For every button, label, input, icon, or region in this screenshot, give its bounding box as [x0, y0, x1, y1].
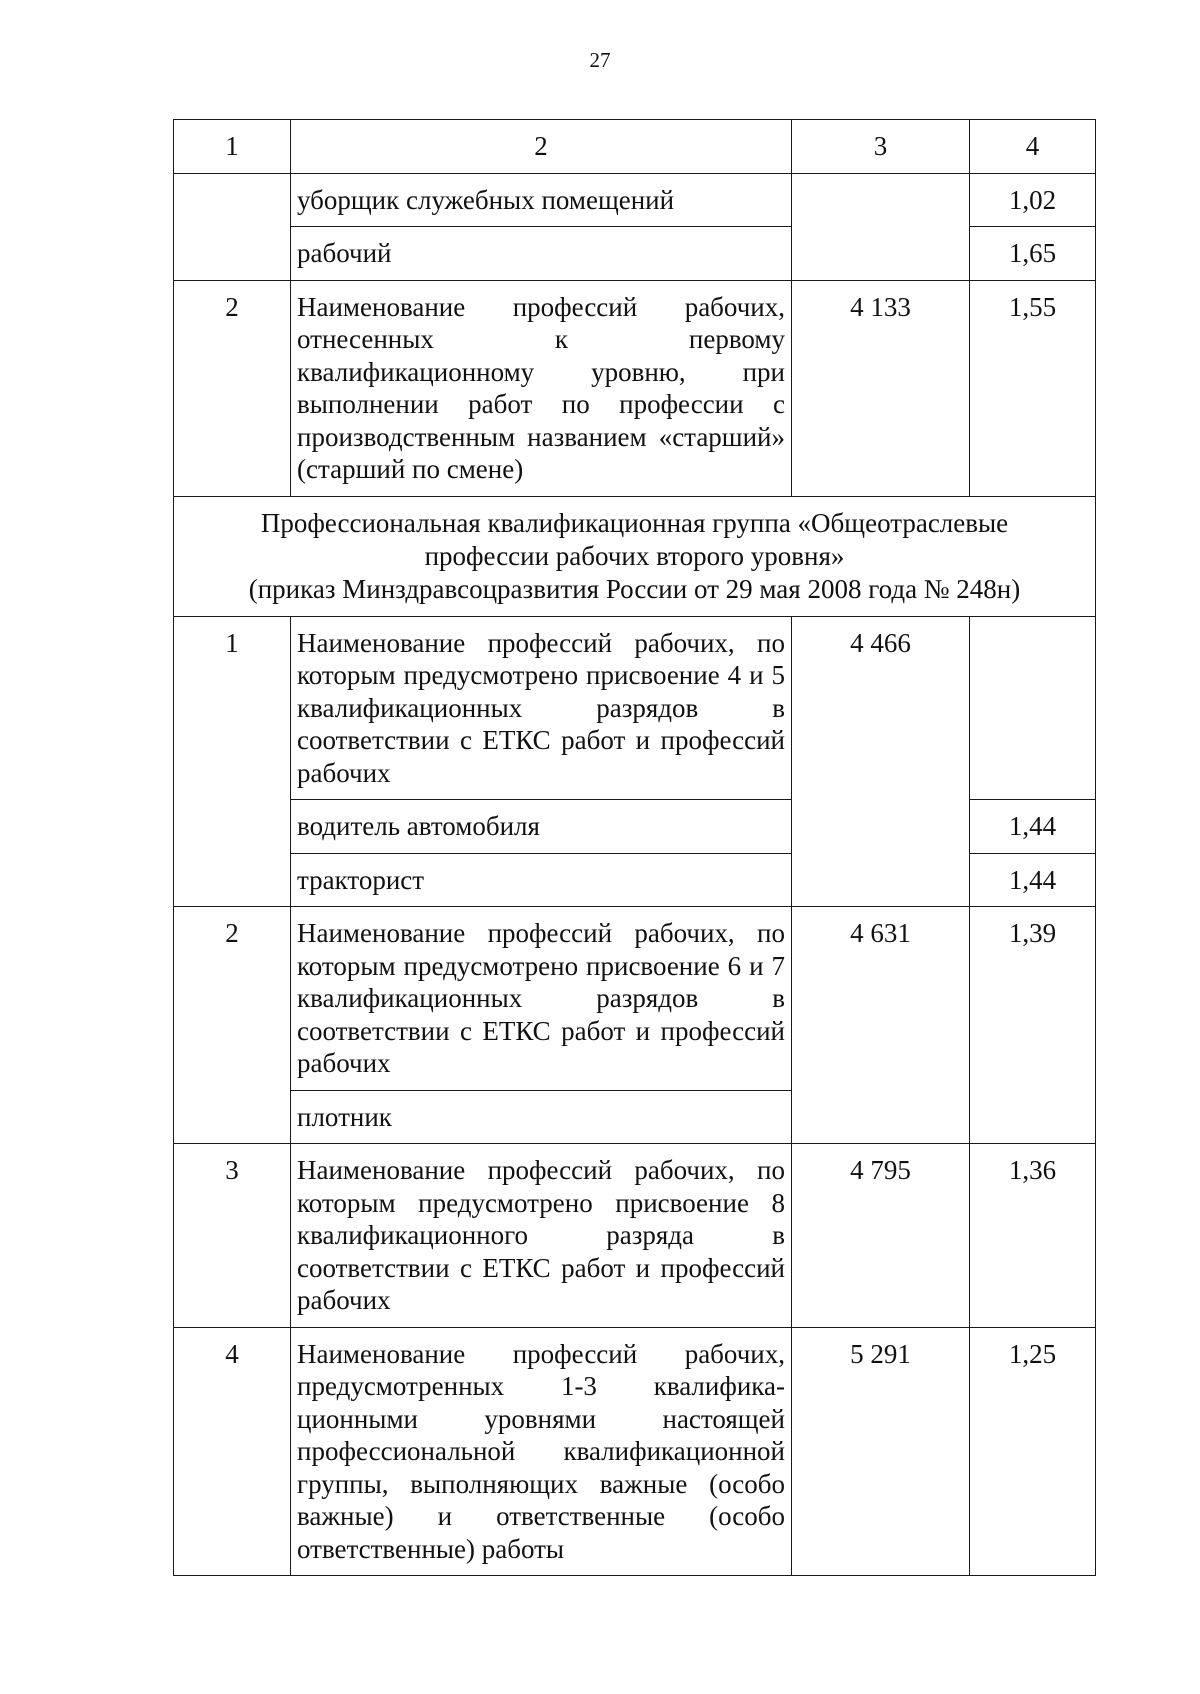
group-title-line-2: профессии рабочих второго уровня» [424, 540, 845, 571]
column-header-2: 2 [291, 120, 792, 174]
profession-name: Наименование профессий рабочих, предусмотренных 1-3 квалифика-ционными уровнями настоящей профессиональной квалификационной группы, выполняющих важные (особо важные) и ответственные (особо ответственные) работы [291, 1327, 792, 1576]
table-row [174, 907, 1096, 1091]
salary-table [173, 119, 1096, 1576]
profession-name: плотник [291, 1090, 792, 1144]
table-row [174, 280, 1096, 496]
base-salary: 4 631 [792, 907, 970, 1144]
base-salary: 4 466 [792, 616, 970, 907]
qualification-level: 1 [174, 616, 291, 907]
coefficient: 1,65 [970, 227, 1096, 281]
table-row [174, 173, 1096, 227]
coefficient: 1,25 [970, 1327, 1096, 1576]
profession-name: тракторист [291, 853, 792, 907]
profession-name: Наименование профессий рабочих, по которым предусмотрено присвоение 4 и 5 квалификационных разрядов в соответствии с ЕТКС работ и профессий рабочих [291, 616, 792, 800]
base-salary: 5 291 [792, 1327, 970, 1576]
column-header-1: 1 [174, 120, 291, 174]
table-row [174, 616, 1096, 800]
empty-salary-cell [792, 173, 970, 280]
base-salary: 4 795 [792, 1144, 970, 1328]
group-header-row [174, 496, 1096, 616]
base-salary: 4 133 [792, 280, 970, 496]
empty-level-cell [174, 173, 291, 280]
column-header-3: 3 [792, 120, 970, 174]
table-row [174, 1327, 1096, 1576]
group-header [174, 496, 1096, 616]
coefficient: 1,44 [970, 853, 1096, 907]
empty-coefficient-cell [970, 616, 1096, 800]
coefficient: 1,02 [970, 173, 1096, 227]
coefficient: 1,36 [970, 1144, 1096, 1328]
profession-name: Наименование профессий рабочих, отнесенных к первому квалификационному уровню, при выполнении работ по профессии с производственным названием «старший» (старший по смене) [291, 280, 792, 496]
coefficient: 1,39 [970, 907, 1096, 1144]
qualification-level: 3 [174, 1144, 291, 1328]
page-number: 27 [589, 48, 611, 72]
column-header-4: 4 [970, 120, 1096, 174]
group-order-reference: (приказ Минздравсоцразвития России от 29 мая 2008 года № 248н) [248, 573, 1021, 604]
coefficient: 1,44 [970, 800, 1096, 854]
profession-name: уборщик служебных помещений [291, 173, 792, 227]
coefficient: 1,55 [970, 280, 1096, 496]
profession-name: Наименование профессий рабочих, по которым предусмотрено присвоение 8 квалификационного разряда в соответствии с ЕТКС работ и профессий рабочих [291, 1144, 792, 1328]
qualification-level: 4 [174, 1327, 291, 1576]
profession-name: Наименование профессий рабочих, по которым предусмотрено присвоение 6 и 7 квалификационных разрядов в соответствии с ЕТКС работ и профессий рабочих [291, 907, 792, 1091]
profession-name: рабочий [291, 227, 792, 281]
qualification-level: 2 [174, 907, 291, 1144]
table-header-row [174, 120, 1096, 174]
profession-name: водитель автомобиля [291, 800, 792, 854]
group-title-line-1: Профессиональная квалификационная группа «Общеотраслевые [260, 507, 1009, 538]
table-row [174, 1144, 1096, 1328]
qualification-level: 2 [174, 280, 291, 496]
